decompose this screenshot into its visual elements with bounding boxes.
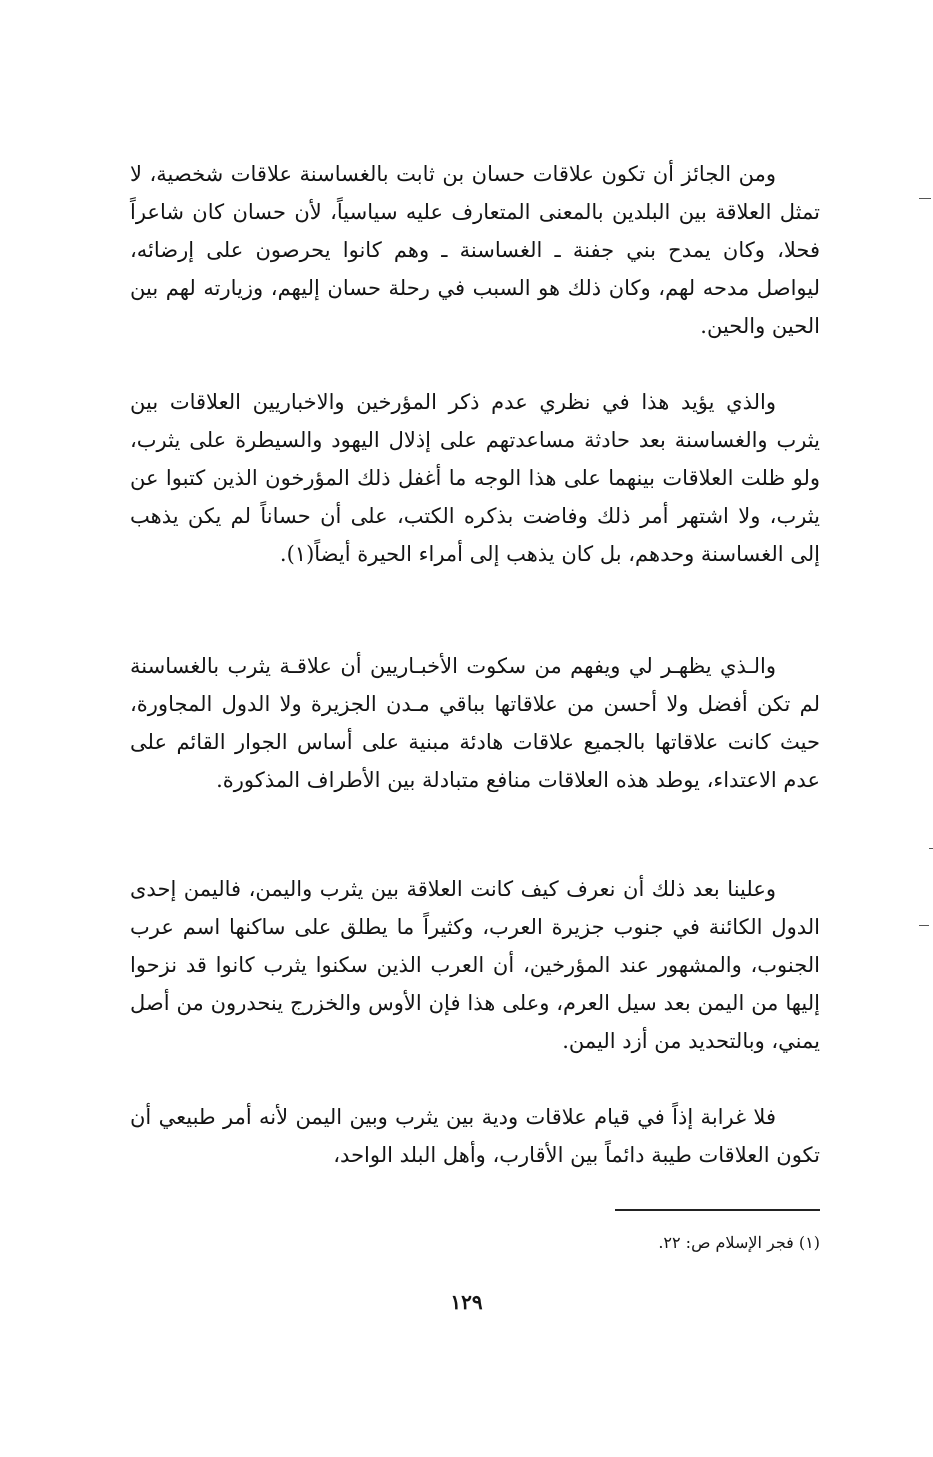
- paragraph-1: ومن الجائز أن تكون علاقات حسان بن ثابت بالغساسنة علاقات شخصية، لا تمثل العلاقة بين البلدين بالمعنى المتعارف عليه سياسياً، لأن حسان كان شاعراً فحلا، وكان يمدح بني جفنة ـ الغساسنة ـ وهم كانوا يحرصون على إرضائه، ليواصل مدحه لهم، وكان ذلك هو السبب في رحلة حسان إليهم، وزيارته لهم بين الحين والحين.: [130, 162, 820, 338]
- footnote: (١) فجر الإسلام ص: ٢٢.: [658, 1233, 820, 1252]
- paragraph-4: وعلينا بعد ذلك أن نعرف كيف كانت العلاقة بين يثرب واليمن، فاليمن إحدى الدول الكائنة في جنوب جزيرة العرب، وكثيراً ما يطلق على ساكنها اسم عرب الجنوب، والمشهور عند المؤرخين، أن العرب الذين سكنوا يثرب كانوا قد نزحوا إليها من اليمن بعد سيل العرم، وعلى هذا فإن الأوس والخزرج ينحدرون من أصل يمني، وبالتحديد من أزد اليمن.: [130, 877, 820, 1053]
- paragraph-5: فلا غرابة إذاً في قيام علاقات ودية بين يثرب وبين اليمن لأنه أمر طبيعي أن تكون العلاقات طيبة دائماً بين الأقارب، وأهل البلد الواحد،: [130, 1105, 820, 1167]
- paragraph-2: والذي يؤيد هذا في نظري عدم ذكر المؤرخين والاخباريين العلاقات بين يثرب والغساسنة بعد حادثة مساعدتهم على إذلال اليهود والسيطرة على يثرب، ولو ظلت العلاقات بينهما على هذا الوجه ما أغفل ذلك المؤرخون الذين كتبوا عن يثرب، ولا اشتهر أمر ذلك وفاضت بذكره الكتب، على أن حساناً لم يكن يذهب إلى الغساسنة وحدهم، بل كان يذهب إلى أمراء الحيرة أيضاً(١).: [130, 390, 820, 566]
- margin-mark: [919, 925, 929, 926]
- footnote-separator: [615, 1209, 820, 1211]
- margin-mark: [929, 848, 933, 849]
- margin-mark: [919, 198, 931, 199]
- page-number: ١٢٩: [450, 1290, 483, 1314]
- paragraph-3: والـذي يظهـر لي ويفهم من سكوت الأخبـاريين أن علاقـة يثرب بالغساسنة لم تكن أفضل ولا أحسن من علاقاتها بباقي مـدن الجزيرة ولا الدول المجاورة، حيث كانت علاقاتها بالجميع علاقات هادئة مبنية على أساس الجوار القائم على عدم الاعتداء، يوطد هذه العلاقات منافع متبادلة بين الأطراف المذكورة.: [130, 654, 820, 792]
